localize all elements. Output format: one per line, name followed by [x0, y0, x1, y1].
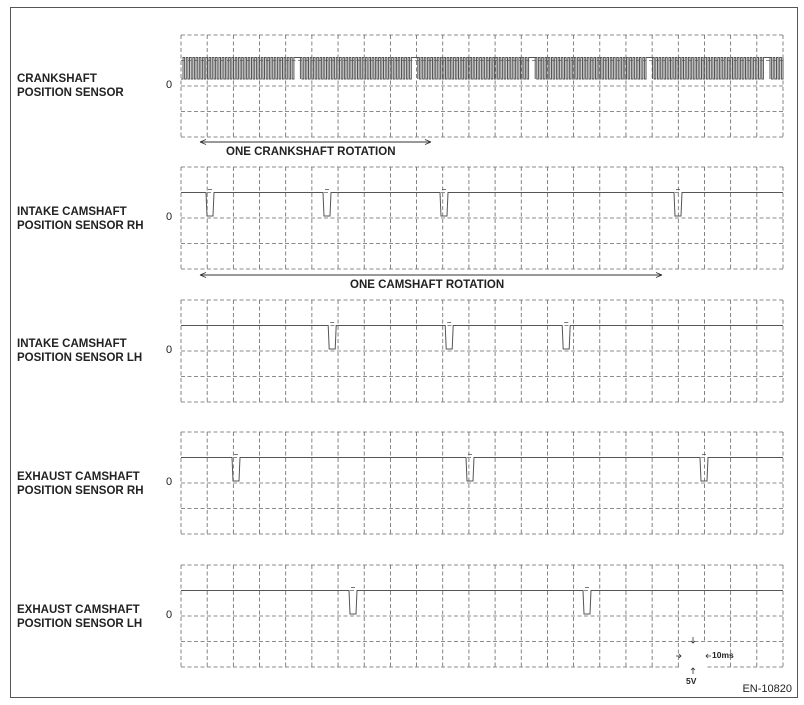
camshaft-waveform-2	[181, 326, 783, 350]
scale-box	[681, 643, 706, 668]
exhaust-cam-lh-label: EXHAUST CAMSHAFT POSITION SENSOR LH	[17, 604, 143, 630]
grid-panel-4	[181, 432, 783, 534]
zero-label-intake-lh: 0	[166, 344, 173, 356]
waveforms	[181, 58, 783, 615]
grid-panel-2	[181, 167, 783, 269]
scale-indicator	[676, 637, 711, 674]
grid-panel-1	[181, 35, 783, 137]
camshaft-waveform-3	[181, 458, 783, 482]
zero-label-exhaust-lh: 0	[166, 609, 173, 621]
rotation-arrows	[200, 140, 662, 278]
exhaust-cam-rh-label: EXHAUST CAMSHAFT POSITION SENSOR RH	[17, 471, 144, 497]
camshaft-waveform-4	[181, 591, 783, 615]
grids	[181, 35, 783, 667]
crankshaft-sensor-label: CRANKSHAFT POSITION SENSOR	[17, 73, 124, 99]
grid-panel-3	[181, 300, 783, 402]
camshaft-waveform-1	[181, 193, 783, 217]
intake-cam-rh-label: INTAKE CAMSHAFT POSITION SENSOR RH	[17, 206, 144, 232]
zero-label-crank: 0	[166, 79, 173, 91]
crank-rotation-label: ONE CRANKSHAFT ROTATION	[226, 146, 396, 158]
zero-label-intake-rh: 0	[166, 211, 173, 223]
voltage-scale-label: 5V	[686, 676, 697, 686]
time-scale-label: 10ms	[712, 650, 734, 660]
figure-id: EN-10820	[742, 683, 792, 695]
intake-cam-lh-label: INTAKE CAMSHAFT POSITION SENSOR LH	[17, 338, 143, 364]
cam-rotation-label: ONE CAMSHAFT ROTATION	[350, 279, 505, 291]
zero-label-exhaust-rh: 0	[166, 476, 173, 488]
